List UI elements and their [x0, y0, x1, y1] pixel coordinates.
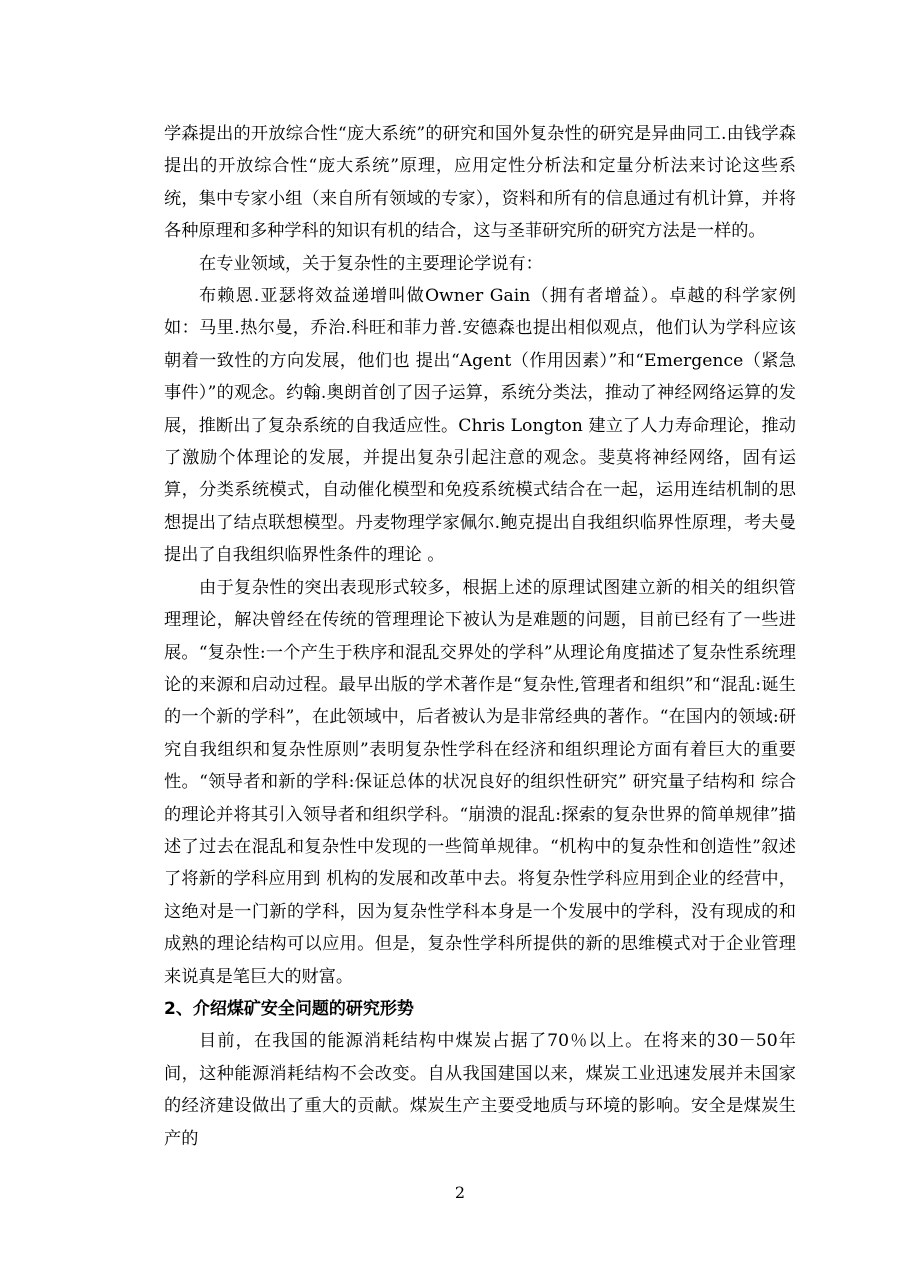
page-number: 2	[454, 1183, 466, 1202]
paragraph-5: 目前，在我国的能源消耗结构中煤炭占据了70％以上。在将来的30－50年间，这种能源消耗结构不会改变。自从我国建国以来，煤炭工业迅速发展并未国家的经济建设做出了重大的贡献。煤炭生产主要受地质与环境的影响。安全是煤炭生产的	[164, 1031, 796, 1149]
paragraph-1: 学森提出的开放综合性“庞大系统”的研究和国外复杂性的研究是异曲同工.由钱学森提出的开放综合性“庞大系统”原理，应用定性分析法和定量分析法来讨论这些系统，集中专家小组（来自所有领域的专家），资料和所有的信息通过有机计算，并将各种原理和多种学科的知识有机的结合，这与圣菲研究所的研究方法是一样的。	[164, 124, 796, 242]
section-heading: 2、介绍煤矿安全问题的研究形势	[164, 998, 414, 1019]
paragraph-4: 由于复杂性的突出表现形式较多，根据上述的原理试图建立新的相关的组织管理理论，解决曾经在传统的管理理论下被认为是难题的问题，目前已经有了一些进展。“复杂性:一个产生于秩序和混乱交界处的学科”从理论角度描述了复杂性系统理论的来源和启动过程。最早出版的学术著作是“复杂性,管理者和组织”和“混乱:诞生的一个新的学科”，在此领域中，后者被认为是非常经典的著作。“在国内的领域:研究自我组织和复杂性原则”表明复杂性学科在经济和组织理论方面有着巨大的重要性。“领导者和新的学科:保证总体的状况良好的组织性研究” 研究量子结构和 综合的理论并将其引入领导者和组织学科。“崩溃的混乱:探索的复杂世界的简单规律”描述了过去在混乱和复杂性中发现的一些简单规律。“机构中的复杂性和创造性”叙述了将新的学科应用到 机构的发展和改革中去。将复杂性学科应用到企业的经营中，这绝对是一门新的学科，因为复杂性学科本身是一个发展中的学科，没有现成的和成熟的理论结构可以应用。但是，复杂性学科所提供的新的思维模式对于企业管理来说真是笔巨大的财富。	[164, 577, 796, 987]
body-text	[164, 118, 796, 1155]
paragraph-2: 在专业领域，关于复杂性的主要理论学说有：	[199, 253, 543, 274]
paragraph-3: 布赖恩.亚瑟将效益递增叫做Owner Gain（拥有者增益）。卓越的科学家例如：马里.热尔曼，乔治.科旺和菲力普.安德森也提出相似观点，他们认为学科应该朝着一致性的方向发展，他们也 提出“Agent（作用因素）”和“Emergence（紧急事件）”的观念。约翰.奥朗首创了因子运算，系统分类法，推动了神经网络运算的发展，推断出了复杂系统的自我适应性。Chris Longton 建立了人力寿命理论，推动了激励个体理论的发展，并提出复杂引起注意的观念。斐莫将神经网络，固有运算，分类系统模式，自动催化模型和免疫系统模式结合在一起，运用连结机制的思想提出了结点联想模型。丹麦物理学家佩尔.鲍克提出自我组织临界性原理，考夫曼提出了自我组织临界性条件的理论 。	[164, 286, 796, 566]
